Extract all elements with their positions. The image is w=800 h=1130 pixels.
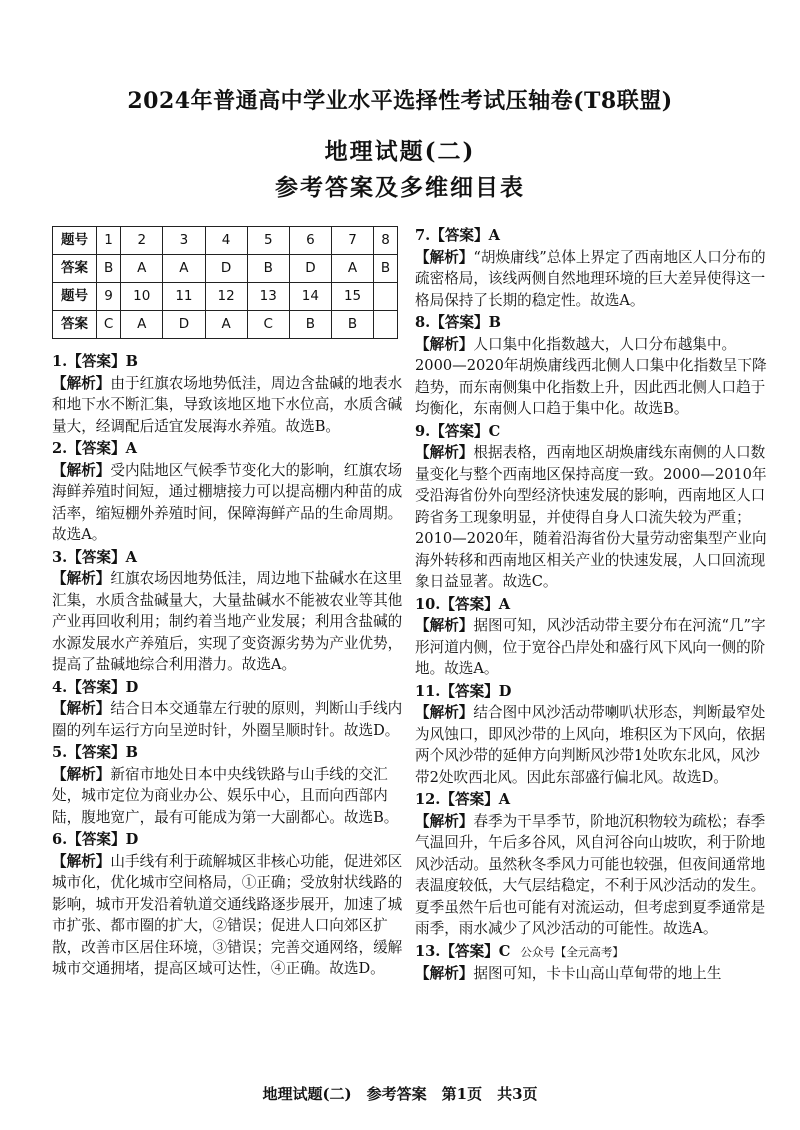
answer-explanation: [415, 615, 770, 680]
analysis-tag: 【解析】: [415, 965, 474, 982]
answer-key: 12.【答案】A: [415, 791, 511, 808]
answer-table-cell: 13: [247, 283, 289, 311]
analysis-text: 春季为干旱季节，阶地沉积物较为疏松；春季气温回升，午后多谷风，风自河谷向山坡吹，利于阶地风沙活动。虽然秋冬季风力可能也较强，但夜间通常地表温度较低，大气层结稳定，不利于风沙活动的发生。夏季虽然午后也可能有对流运动，但考虑到夏季通常是雨季，雨水减少了风沙活动的可能性。故选A。: [415, 812, 766, 937]
subject-title: 地理试题(二): [324, 138, 476, 165]
analysis-tag: 【解析】: [52, 374, 111, 392]
answer-table-cell: 9: [97, 283, 121, 311]
answer-key: 2.【答案】A: [52, 440, 137, 457]
answer-table-row: [53, 311, 398, 339]
page-footer: 地理试题(二) 参考答案 第1页 共3页: [262, 1085, 538, 1103]
watermark-text: 公众号【全元高考】: [520, 944, 624, 959]
answer-table-cell: A: [121, 255, 163, 283]
answer-explanation: [52, 698, 404, 741]
answer-explanation: [415, 247, 770, 312]
analysis-tag: 【解析】: [52, 765, 111, 783]
answer-explanation: [52, 568, 404, 676]
answer-explanation: [52, 851, 404, 980]
analysis-text: 由于红旗农场地势低洼，周边含盐碱的地表水和地下水不断汇集，导致该地区地下水位高，水质含碱量大，经调配后适宜发展海水养殖。故选B。: [52, 374, 403, 435]
left-column: [52, 226, 404, 981]
answer-key: 1.【答案】B: [52, 353, 138, 370]
answer-explanation: [415, 963, 770, 985]
answer-table-cell: B: [289, 311, 331, 339]
answer-key: 4.【答案】D: [52, 678, 139, 696]
answer-key: 13.【答案】C 公众号【全元高考】: [415, 942, 624, 960]
analysis-tag: 【解析】: [415, 248, 474, 266]
analysis-text: 据图可知，卡卡山高山草甸带的地上生: [473, 965, 722, 982]
answer-item: [415, 789, 770, 940]
answer-item: [415, 312, 770, 420]
answer-table-header-cell: 题号: [53, 283, 97, 311]
analysis-text: 据图可知，风沙活动带主要分布在河流“几”字形河道内侧，位于宽谷凸岸处和盛行风下风向一侧的阶地。故选A。: [415, 617, 766, 677]
answer-table-header-cell: 题号: [53, 227, 97, 255]
answer-table-row: [53, 227, 398, 255]
answer-key: 8.【答案】B: [415, 314, 501, 331]
answer-table-cell: D: [163, 311, 205, 339]
analysis-tag: 【解析】: [415, 704, 474, 721]
answer-table-cell: 2: [121, 227, 163, 255]
answer-table-cell: 10: [121, 283, 163, 311]
answer-table-cell: 12: [205, 283, 247, 311]
answer-table-cell: A: [205, 311, 247, 339]
analysis-tag: 【解析】: [52, 461, 111, 479]
answer-table-cell: A: [121, 311, 163, 339]
analysis-text: 人口集中化指数越大，人口分布越集中。2000—2020年胡焕庸线西北侧人口集中化指数呈下降趋势，而东南侧集中化指数上升，因此西北侧人口趋于均衡化，东南侧人口趋于集中化。故选B。: [415, 335, 767, 417]
analysis-text: 结合图中风沙活动带喇叭状形态，判断最窄处为风蚀口，即风沙带的上风向，堆积区为下风向，依据两个风沙带的延伸方向判断风沙带1处吹东北风，风沙带2处吹西北风。因此东部盛行偏北风。故选D。: [415, 704, 766, 786]
document-subtitle: 参考答案及多维细目表: [275, 174, 525, 201]
answer-item: [52, 742, 404, 828]
right-answer-list: [415, 225, 770, 985]
analysis-tag: 【解析】: [52, 570, 111, 587]
analysis-text: 新宿市地处日本中央线铁路与山手线的交汇处，城市定位为商业办公、娱乐中心，且而向西部内陆，腹地宽广，最有可能成为第一大副都心。故选B。: [52, 765, 399, 826]
document-title: 2024年普通高中学业水平选择性考试压轴卷(T8联盟): [127, 88, 673, 114]
analysis-tag: 【解析】: [415, 617, 474, 634]
answer-table-cell: B: [97, 255, 121, 283]
analysis-text: 结合日本交通靠左行驶的原则，判断山手线内圈的列车运行方向呈逆时针，外圈呈顺时针。故选D。: [52, 700, 403, 739]
answer-key: 7.【答案】A: [415, 227, 500, 244]
answer-explanation: [415, 334, 770, 420]
answer-key: 6.【答案】D: [52, 831, 139, 848]
right-column: [415, 225, 770, 986]
left-answer-list: [52, 351, 404, 980]
answer-key: 3.【答案】A: [52, 548, 137, 566]
answer-key: 11.【答案】D: [415, 682, 512, 700]
analysis-text: 受内陆地区气候季节变化大的影响，红旗农场海鲜养殖时间短，通过棚塘接力可以提高棚内种苗的成活率，缩短棚外养殖时间，保障海鲜产品的生命周期。故选A。: [52, 461, 403, 543]
answer-table-row: [53, 255, 398, 283]
answer-explanation: [415, 442, 770, 593]
answer-explanation: [52, 764, 404, 829]
analysis-tag: 【解析】: [52, 700, 111, 717]
answer-table-cell: A: [331, 255, 373, 283]
answer-key: 9.【答案】C: [415, 422, 501, 440]
answer-item: [415, 941, 770, 985]
answer-item: [52, 547, 404, 676]
answer-explanation: [52, 373, 404, 438]
answer-table-header-cell: 答案: [53, 311, 97, 339]
answer-table-cell: 14: [289, 283, 331, 311]
analysis-text: 红旗农场因地势低洼，周边地下盐碱水在这里汇集，水质含盐碱量大，大量盐碱水不能被农业等其他产业再回收利用；制约着当地产业发展；利用含盐碱的水源发展水产养殖后，实现了变资源劣势为产业优势，提高了盐碱地综合利用潜力。故选A。: [52, 570, 403, 673]
answer-key: 5.【答案】B: [52, 744, 138, 761]
answer-table-cell: 5: [247, 227, 289, 255]
answer-table: [52, 226, 398, 339]
answer-table-cell: 8: [374, 227, 398, 255]
answer-table-cell: 1: [97, 227, 121, 255]
analysis-tag: 【解析】: [415, 335, 474, 353]
analysis-tag: 【解析】: [52, 852, 111, 870]
analysis-text: “胡焕庸线”总体上界定了西南地区人口分布的疏密格局，该线两侧自然地理环境的巨大差异使得这一格局保持了长期的稳定性。故选A。: [415, 248, 766, 309]
answer-table-cell: 7: [331, 227, 373, 255]
answer-explanation: [415, 811, 770, 940]
answer-item: [52, 677, 404, 742]
answer-item: [415, 225, 770, 311]
analysis-tag: 【解析】: [415, 812, 474, 830]
answer-item: [415, 681, 770, 789]
answer-item: [52, 829, 404, 980]
answer-table-cell: C: [247, 311, 289, 339]
answer-table-cell: [374, 311, 398, 339]
answer-table-cell: A: [163, 255, 205, 283]
answer-explanation: [415, 702, 770, 788]
answer-table-cell: D: [289, 255, 331, 283]
answer-table-cell: 6: [289, 227, 331, 255]
answer-table-cell: C: [97, 311, 121, 339]
analysis-tag: 【解析】: [415, 444, 474, 461]
answer-table-cell: B: [331, 311, 373, 339]
analysis-text: 根据表格，西南地区胡焕庸线东南侧的人口数量变化与整个西南地区保持高度一致。2000—2010年受沿海省份外向型经济快速发展的影响，西南地区人口跨省务工现象明显，并使得自身人口流失较为严重；2010—2020年，随着沿海省份大量劳动密集型产业向海外转移和西南地区相关产业的快速发展，人口回流现象日益显著。故选C。: [415, 444, 767, 590]
answer-table-cell: B: [374, 255, 398, 283]
answer-table-cell: B: [247, 255, 289, 283]
answer-item: [415, 421, 770, 593]
answer-table-cell: 4: [205, 227, 247, 255]
answer-item: [415, 594, 770, 680]
answer-table-header-cell: 答案: [53, 255, 97, 283]
answer-item: [52, 351, 404, 437]
answer-table-cell: [374, 283, 398, 311]
answer-table-row: [53, 283, 398, 311]
answer-table-cell: D: [205, 255, 247, 283]
answer-table-cell: 3: [163, 227, 205, 255]
answer-table-cell: 11: [163, 283, 205, 311]
answer-item: [52, 438, 404, 546]
answer-table-cell: 15: [331, 283, 373, 311]
answer-explanation: [52, 460, 404, 546]
analysis-text: 山手线有利于疏解城区非核心功能，促进郊区城市化，优化城市空间格局，①正确；受放射状线路的影响，城市开发沿着轨道交通线路逐步展开，加速了城市扩张、都市圈的扩大，②错误；促进人口向郊区扩散，改善市区居住环境，③错误；完善交通网络，缓解城市交通拥堵，提高区域可达性，④正确。故选D。: [52, 852, 403, 977]
answer-key: 10.【答案】A: [415, 595, 511, 613]
